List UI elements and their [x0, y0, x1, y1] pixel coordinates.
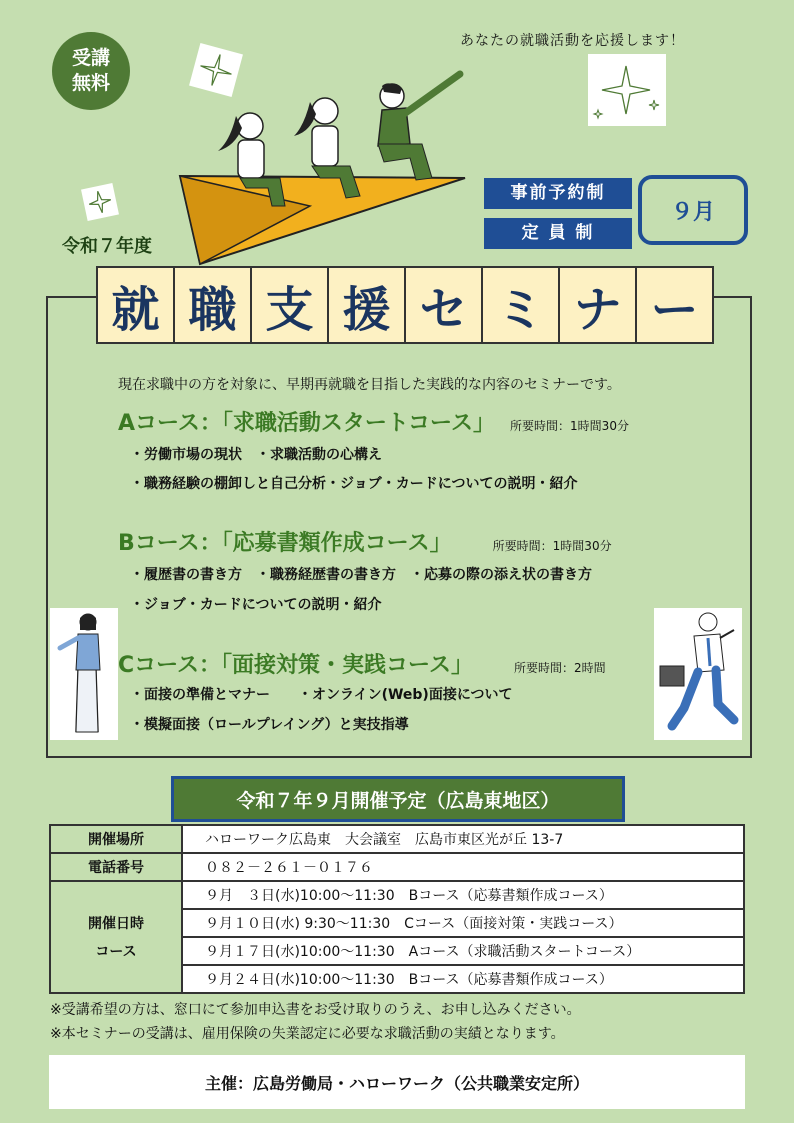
course-a-bullet: ・職務経験の棚卸しと自己分析・ジョブ・カードについての説明・紹介 — [130, 476, 578, 492]
phone-value: ０８２－２６１－０１７６ — [182, 853, 744, 881]
course-b-bullet: ・履歴書の書き方 ・職務経歴書の書き方 ・応募の際の添え状の書き方 — [130, 567, 592, 583]
course-c-bullet: ・面接の準備とマナー ・オンライン(Web)面接について — [130, 687, 513, 703]
fiscal-year: 令和７年度 — [62, 236, 152, 257]
venue-value: ハローワーク広島東 大会議室 広島市東区光が丘 13-7 — [182, 825, 744, 853]
capacity-pill: 定 員 制 — [484, 218, 632, 249]
running-businessman-illustration — [654, 608, 742, 740]
table-row — [50, 853, 744, 881]
free-badge — [52, 32, 130, 110]
seminar-title — [96, 266, 714, 344]
title-char: 援 — [329, 268, 406, 342]
date-row: ９月２４日(水)10:00～11:30 Bコース（応募書類作成コース） — [182, 965, 744, 993]
organizer-footer: 主催：広島労働局・ハローワーク（公共職業安定所） — [49, 1055, 745, 1109]
course-b-bullet: ・ジョブ・カードについての説明・紹介 — [130, 597, 382, 613]
badge-line2: 無料 — [71, 72, 110, 94]
reservation-pill: 事前予約制 — [484, 178, 632, 209]
title-char: 就 — [98, 268, 175, 342]
title-char: ナ — [560, 268, 637, 342]
course-a-title: Aコース：「求職活動スタートコース」 — [118, 411, 495, 436]
dates-label-line1: 開催日時 — [88, 916, 144, 932]
title-char: ー — [650, 281, 699, 338]
month-box: ９月 — [638, 175, 748, 245]
course-a-duration: 所要時間：1時間30分 — [510, 419, 629, 433]
course-a-bullet: ・労働市場の現状 ・求職活動の心構え — [130, 447, 382, 463]
intro-text: 現在求職中の方を対象に、早期再就職を目指した実践的な内容のセミナーです。 — [118, 377, 621, 393]
table-row — [50, 881, 744, 909]
phone-label: 電話番号 — [50, 853, 182, 881]
tagline: あなたの就職活動を応援します！ — [460, 33, 685, 49]
schedule-heading: 令和７年９月開催予定（広島東地区） — [174, 779, 622, 819]
course-b — [118, 526, 612, 557]
course-c-bullet: ・模擬面接（ロールプレイング）と実技指導 — [130, 717, 409, 733]
course-c — [118, 648, 606, 679]
note-unemployment: ※本セミナーの受講は、雇用保険の失業認定に必要な求職活動の実績となります。 — [50, 1026, 565, 1042]
dates-label — [50, 881, 182, 993]
table-row — [50, 825, 744, 853]
badge-line1: 受講 — [71, 47, 110, 69]
title-char: 職 — [175, 268, 252, 342]
course-c-duration: 所要時間：2時間 — [514, 661, 606, 675]
sparkle-stars-icon — [588, 54, 666, 126]
title-char: 支 — [252, 268, 329, 342]
course-b-title: Bコース：「応募書類作成コース」 — [118, 531, 452, 556]
course-b-duration: 所要時間：1時間30分 — [492, 539, 612, 553]
paper-plane-team-illustration — [160, 66, 470, 266]
schedule-table — [49, 824, 745, 994]
venue-label: 開催場所 — [50, 825, 182, 853]
course-a — [118, 406, 629, 437]
dates-label-line2: コース — [95, 944, 137, 960]
title-char: セ — [406, 268, 483, 342]
date-row: ９月 ３日(水)10:00～11:30 Bコース（応募書類作成コース） — [182, 881, 744, 909]
title-char: ミ — [483, 268, 560, 342]
course-c-title: Cコース：「面接対策・実践コース」 — [118, 653, 473, 678]
presenter-woman-illustration — [50, 608, 118, 740]
date-row: ９月１７日(水)10:00～11:30 Aコース（求職活動スタートコース） — [182, 937, 744, 965]
note-application: ※受講希望の方は、窓口にて参加申込書をお受け取りのうえ、お申し込みください。 — [50, 1002, 581, 1018]
sparkle-card-small-icon — [78, 180, 122, 224]
date-row: ９月１０日(水) 9:30～11:30 Cコース（面接対策・実践コース） — [182, 909, 744, 937]
